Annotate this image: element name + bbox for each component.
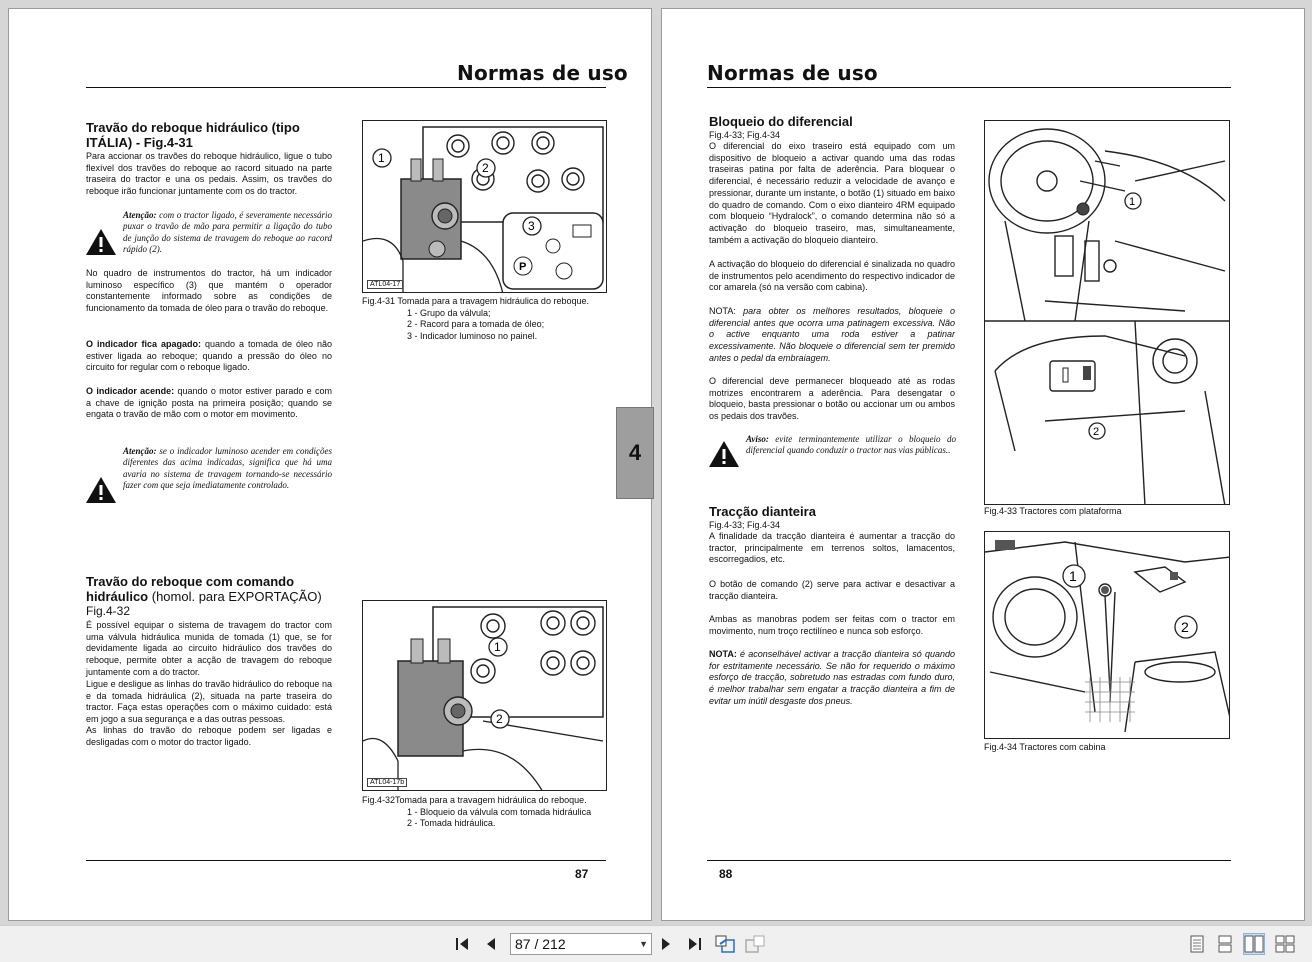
paragraph: O diferencial do eixo traseiro está equipado com um dispositivo de bloqueio a activar quando uma das rodas traseiras patina por falta de aderência. Para bloquear o diferencial, é necessário reduzir a velocidade de avanço e pressionar, durante um instante, o botão (1) situado em baixo do quadro de comando. Com o eixo dianteiro 4RM equipado com bloqueio “Hydralock”, o comando determina não só a activação do bloqueio traseiro, mas, simultaneamente, também a activação do bloqueio dianteiro. [709, 141, 955, 245]
warning-icon [707, 439, 741, 469]
single-page-view-button[interactable] [1186, 933, 1208, 955]
go-forward-icon [744, 934, 766, 954]
note: NOTA: é aconselhável activar a tracção dianteira só quando for estritamente necessário. Se não for requerido o máximo esforço de tracção, sobretudo nas estradas com fundo duro, é melhor trabalhar sem engatar a tracção dianteira a fim de evitar um inútil desgaste dos pneus. [709, 649, 955, 706]
figure-reference: Fig.4-32 [86, 604, 131, 618]
callout-2: 2 [1181, 619, 1189, 635]
page-88 [661, 8, 1305, 921]
callout-1: 1 [1129, 196, 1136, 208]
figure-4-34 [984, 531, 1230, 739]
previous-page-button[interactable] [480, 933, 502, 955]
chevron-down-icon[interactable]: ▼ [639, 939, 648, 949]
paragraph: A finalidade da tracção dianteira é aumentar a tracção do tractor, principalmente em terrenos soltos, lamacentos, escorregadios, etc. [709, 531, 955, 565]
page-number: 87 [575, 867, 589, 881]
section-title: Travão do reboque com comando hidráulico (homol. para EXPORTAÇÃO) [86, 574, 322, 604]
warning-icon [84, 475, 118, 505]
section-title: Travão do reboque hidráulico (tipo ITÁLIA) - Fig.4-31 [86, 120, 300, 150]
figure-reference: Fig.4-33; Fig.4-34 [709, 520, 781, 530]
paragraph: Para accionar os travões do reboque hidráulico, ligue o tubo flexível dos travões do reboque ao racord situado na parte traseira do tractor e una os pedais. Assim, os travões do reboque irão funcionar juntamente com os do tractor. [86, 151, 332, 197]
figure-4-31 [362, 120, 607, 293]
callout-1: 1 [378, 151, 385, 165]
figure-caption: Fig.4-33 Tractores com plataforma [984, 506, 1122, 516]
two-page-continuous-view-button[interactable] [1274, 933, 1296, 955]
next-page-icon [659, 936, 673, 952]
platform-tractor-illustration [985, 121, 1230, 505]
two-page-icon [1244, 935, 1264, 953]
paragraph: A activação do bloqueio do diferencial é sinalizada no quadro de instrumentos pelo acendimento do respectivo indicador de cor amarela (só na versão com cabina). [709, 259, 955, 293]
chapter-tab: 4 [616, 407, 654, 499]
paragraph: O indicador fica apagado: quando a tomada de óleo não estiver ligada ao reboque; quando a pressão do óleo no circuito for regular com o reboque ligado. [86, 339, 332, 373]
svg-text:P: P [519, 261, 527, 273]
valve-illustration [363, 121, 607, 293]
last-page-button[interactable] [683, 933, 705, 955]
callout-2: 2 [482, 161, 489, 175]
viewer-toolbar [0, 925, 1312, 962]
section-title: Tracção dianteira [709, 504, 816, 519]
figure-4-32 [362, 600, 607, 791]
single-page-icon [1189, 935, 1205, 953]
continuous-page-icon [1217, 935, 1233, 953]
header-rule [707, 87, 1231, 88]
footer-rule [86, 860, 606, 861]
warning-icon [84, 227, 118, 257]
section-title: Bloqueio do diferencial [709, 114, 853, 129]
two-page-continuous-icon [1275, 935, 1295, 953]
cab-tractor-illustration [985, 532, 1230, 739]
callout-2: 2 [496, 712, 503, 726]
footer-rule [707, 860, 1231, 861]
figure-code: ATL04-17b [367, 778, 407, 787]
warning-text: Atenção: se o indicador luminoso acender em condições diferentes das acima indicadas, significa que há uma avaria no sistema de travagem tornando-se necessário fazer com que seja imediatamente controlado. [123, 446, 332, 491]
valve-illustration [363, 601, 607, 791]
note: NOTA: para obter os melhores resultados, bloqueie o diferencial antes que ocorra uma patinagem excessiva. Não o active enquanto uma roda estiver a patinar excessivamente. Não bloqueie o diferencial sem ter premido antes o pedal da embraiagem. [709, 306, 955, 363]
last-page-icon [685, 936, 703, 952]
previous-page-icon [484, 936, 498, 952]
callout-1: 1 [494, 640, 501, 654]
paragraph: É possível equipar o sistema de travagem do tractor com uma válvula hidráulica munida de tomada (1) que, se for devidamente ligada ao circuito hidráulico dos travões do reboque, permite obter a acção de travagem do reboque juntamente com a do tractor. [86, 620, 332, 677]
paragraph: Ambas as manobras podem ser feitas com o tractor em movimento, num troço rectilíneo e nunca sob esforço. [709, 614, 955, 636]
page-header: Normas de uso [457, 61, 628, 85]
first-page-icon [454, 936, 472, 952]
figure-caption: Fig.4-32Tomada para a travagem hidráulica do reboque. 1 - Bloqueio da válvula com tomada hidráulica 2 - Tomada hidráulica. [362, 795, 592, 828]
page-header: Normas de uso [707, 61, 878, 85]
figure-4-33 [984, 120, 1230, 505]
callout-1: 1 [1069, 568, 1077, 584]
paragraph: As linhas do travão do reboque podem ser ligadas e desligadas com o motor do tractor ligado. [86, 725, 332, 747]
page-87 [8, 8, 652, 921]
warning-text: Aviso: evite terminantemente utilizar o bloqueio do diferencial quando conduzir o tractor nas vias públicas.. [746, 434, 956, 456]
go-forward-button[interactable] [744, 933, 766, 955]
figure-caption: Fig.4-31 Tomada para a travagem hidráulica do reboque. 1 - Grupo da válvula; 2 - Racord para a tomada de óleo; 3 - Indicador luminoso no painel. [362, 296, 589, 341]
next-page-button[interactable] [655, 933, 677, 955]
first-page-button[interactable] [452, 933, 474, 955]
paragraph: O botão de comando (2) serve para activar e desactivar a tracção dianteira. [709, 579, 955, 601]
callout-2: 2 [1093, 426, 1100, 438]
two-page-view-button[interactable] [1243, 933, 1265, 955]
header-rule [86, 87, 606, 88]
paragraph: No quadro de instrumentos do tractor, há um indicador luminoso específico (3) que mantém o operador constantemente informado sobre as condições de funcionamento da tomada de óleo para o travão do reboque. [86, 268, 332, 314]
callout-3: 3 [528, 219, 535, 233]
go-back-icon [714, 934, 736, 954]
figure-reference: Fig.4-33; Fig.4-34 [709, 130, 781, 140]
warning-text: Atenção: com o tractor ligado, é severamente necessário puxar o travão de mão para permitir a ligação do tubo de junção do sistema de travagem do reboque ao racord rápido (2). [123, 210, 332, 255]
go-back-button[interactable] [714, 933, 736, 955]
paragraph: O indicador acende: quando o motor estiver parado e com a chave de ignição posta na primeira posição; quando se engata o travão de mão com o motor em movimento. [86, 386, 332, 420]
figure-code: ATL04-17 [367, 280, 403, 289]
paragraph: Ligue e desligue as linhas do travão hidráulico do reboque na e da tomada hidráulica (2), situada na parte traseira do tractor. Faça estas operações com o máximo cuidado: está em jogo a sua segurança e a das outras pessoas. [86, 679, 332, 725]
continuous-view-button[interactable] [1214, 933, 1236, 955]
page-number: 88 [719, 867, 733, 881]
figure-caption: Fig.4-34 Tractores com cabina [984, 742, 1106, 752]
page-number-input[interactable]: 87 / 212 ▼ [510, 933, 652, 955]
paragraph: O diferencial deve permanecer bloqueado até as rodas motrizes encontrarem a aderência. Para desengatar o bloqueio, basta pressionar o botão ou accionar um ou ambos os pedais dos travões. [709, 376, 955, 422]
